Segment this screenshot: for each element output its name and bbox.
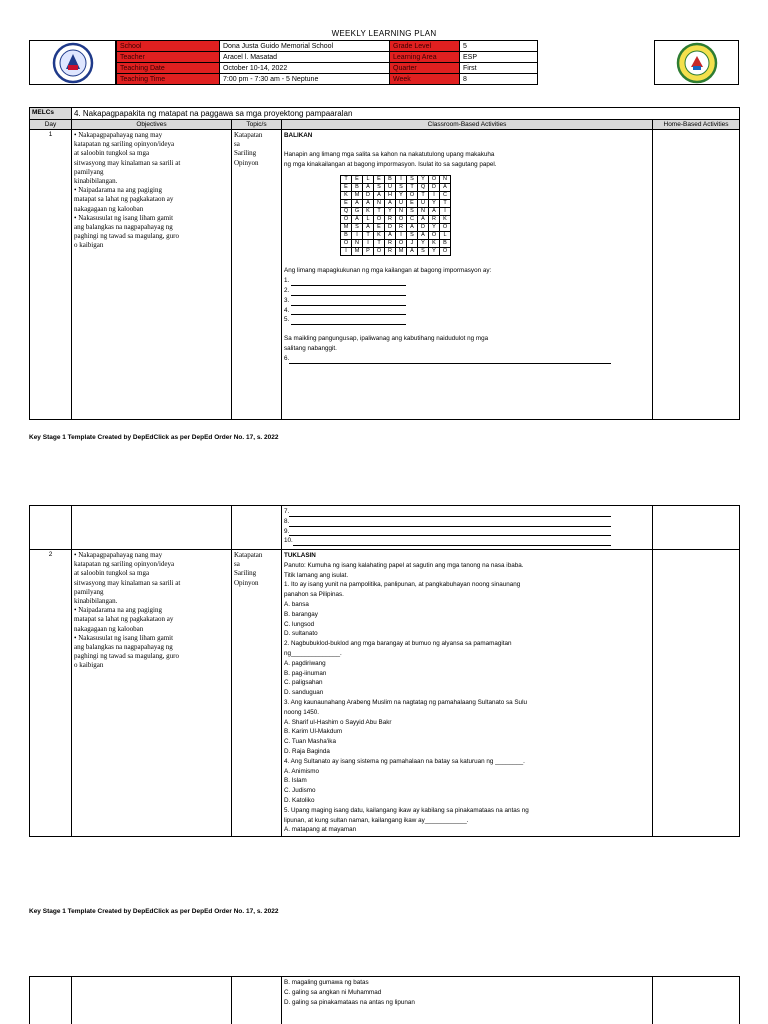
quiz-line: Panuto: Kumuha ng isang kalahating papel at sagutin ang mga tanong na nasa ibaba. [284, 561, 524, 569]
word-search-cell: T [341, 176, 352, 184]
activity-heading: TUKLASIN [284, 552, 316, 559]
header-label: School [117, 41, 220, 52]
quiz-line: Titik lamang ang isulat. [284, 571, 349, 579]
word-search-cell: Y [429, 200, 440, 208]
word-search-cell: E [341, 184, 352, 192]
word-search-cell: A [385, 200, 396, 208]
answer-blank[interactable] [293, 545, 611, 546]
day-number: 1 [30, 130, 72, 420]
word-search-cell: S [374, 184, 385, 192]
word-search-row [341, 224, 451, 232]
word-search-cell: U [385, 184, 396, 192]
objective-line: pamilyang [74, 587, 104, 596]
word-search-row [341, 184, 451, 192]
word-search-cell: T [407, 184, 418, 192]
home-activities-cell [653, 130, 740, 420]
word-search-cell: I [440, 208, 451, 216]
word-search-cell: A [374, 192, 385, 200]
word-search-cell: O [341, 216, 352, 224]
word-search-cell: T [363, 232, 374, 240]
word-search-cell: K [363, 208, 374, 216]
classroom-activities-cell [282, 506, 653, 550]
word-search-cell: B [385, 176, 396, 184]
word-search-cell: A [385, 232, 396, 240]
word-search-cell: A [363, 184, 374, 192]
objective-line: paghingi ng tawad sa magulang, guro [74, 652, 179, 661]
objective-line: paghingi ng tawad sa magulang, guro [74, 232, 179, 241]
objective-line: at saloobin tungkol sa mga [74, 149, 150, 158]
objectives-cell [72, 130, 232, 420]
explain-line: Sa maikling pangungusap, ipaliwanag ang kabutihang naidudulot ng mga [284, 335, 489, 343]
word-search-cell: E [407, 200, 418, 208]
word-search-cell: E [341, 200, 352, 208]
activity-heading: BALIKAN [284, 132, 313, 139]
word-search-cell: E [374, 176, 385, 184]
topic-cell [232, 977, 282, 1024]
word-search-cell: O [396, 240, 407, 248]
header-row [117, 74, 538, 85]
objective-line: katapatan ng sariling opinyon/ideya [74, 560, 175, 569]
quiz-line: C. Tuan Masha'ika [284, 738, 336, 746]
word-search-cell: K [374, 232, 385, 240]
answer-line: 1. [284, 276, 650, 286]
answer-blank[interactable] [289, 363, 611, 364]
quiz-line: A. bansa [284, 600, 309, 608]
header-value: 5 [460, 41, 538, 52]
instruction-line: Hanapin ang limang mga salita sa kahon na nakatutulong upang makakuha [284, 150, 495, 158]
header-value: 7:00 pm - 7:30 am - 5 Neptune [220, 74, 390, 85]
word-search-cell: G [352, 208, 363, 216]
answer-line: 6. [284, 354, 650, 364]
word-search-cell: P [363, 248, 374, 256]
word-search-cell: O [429, 232, 440, 240]
objective-line: katapatan ng sariling opinyon/ideya [74, 140, 175, 149]
word-search-cell: Q [341, 208, 352, 216]
quiz-line: B. barangay [284, 610, 318, 618]
school-seal-icon [655, 41, 740, 86]
quiz-line: B. Karim Ul-Makdum [284, 728, 343, 736]
melc-row [30, 108, 740, 120]
objective-line: ang balangkas na nagpapahayag ng [74, 643, 173, 652]
word-search-cell: L [363, 176, 374, 184]
col-header-day: Day [30, 120, 72, 130]
objective-line: o kaibigan [74, 661, 104, 670]
word-search-cell: D [429, 184, 440, 192]
quiz-line: ng______________. [284, 649, 342, 657]
word-search-row [341, 240, 451, 248]
word-search-cell: H [385, 192, 396, 200]
quiz-line: D. sanduguan [284, 689, 324, 697]
quiz-line: 4. Ang Sultanato ay isang sistema ng pamahalaan na batay sa katuruan ng ________. [284, 757, 525, 765]
quiz-line: 5. Upang maging isang datu, kailangang ikaw ay kabilang sa pinakamataas na antas ng [284, 806, 529, 814]
word-search-cell: B [440, 240, 451, 248]
day-2-row [30, 550, 740, 837]
word-search-cell: K [440, 216, 451, 224]
topic-line: Opinyon [234, 158, 259, 167]
word-search-cell: M [352, 192, 363, 200]
header-info-table [116, 40, 538, 85]
plan-table-page-1 [29, 107, 740, 420]
word-search-cell: I [429, 192, 440, 200]
word-search-cell: E [352, 176, 363, 184]
word-search-cell: A [418, 232, 429, 240]
header-label: Grade Level [390, 41, 460, 52]
word-search-cell: U [396, 200, 407, 208]
word-search-cell: L [440, 232, 451, 240]
choice-line: C. galing sa angkan ni Muhammad [284, 988, 382, 996]
word-search-cell: M [341, 224, 352, 232]
word-search-cell: O [429, 176, 440, 184]
objective-line: nakagagaan ng kalooban [74, 204, 144, 213]
col-header-topics: Topic/s [232, 120, 282, 130]
objective-line: • Nakasusulat ng isang liham gamit [74, 213, 174, 222]
objective-line: nakagagaan ng kalooban [74, 624, 144, 633]
home-activities-cell [653, 977, 740, 1024]
word-search-cell: T [418, 192, 429, 200]
topic-line: Katapatan [234, 131, 263, 139]
word-search-cell: A [407, 248, 418, 256]
word-search-cell: I [352, 232, 363, 240]
word-search-cell: N [352, 240, 363, 248]
objective-line: • Naipadarama na ang pagiging [74, 186, 162, 195]
answer-line: 8. [284, 517, 650, 527]
word-search-cell: R [385, 240, 396, 248]
choice-line: B. magaling gumawa ng batas [284, 979, 369, 986]
word-search-cell: T [374, 208, 385, 216]
word-search-cell: S [407, 176, 418, 184]
footer-note: Key Stage 1 Template Created by DepEdClick as per DepEd Order No. 17, s. 2022 [29, 908, 279, 915]
melc-label: MELCs [30, 108, 72, 120]
answer-blank[interactable] [291, 324, 406, 325]
objectives-cell [72, 977, 232, 1024]
instruction-line: ng mga kinakailangan at bagong impormasyon. Isulat ito sa sagutang papel. [284, 160, 497, 168]
word-search-cell: M [396, 248, 407, 256]
school-logo-box [654, 40, 739, 85]
header-label: Quarter [390, 63, 460, 74]
word-search-cell: Y [429, 224, 440, 232]
word-search-row [341, 200, 451, 208]
melc-text: 4. Nakapagpapakita ng matapat na paggawa sa mga proyektong pampaaralan [72, 108, 740, 120]
day-cell [30, 977, 72, 1024]
word-search-cell: N [396, 208, 407, 216]
header-value: Aracel l. Masatad [220, 52, 390, 63]
word-search-cell: Y [418, 240, 429, 248]
header-value: First [460, 63, 538, 74]
quiz-line: D. sultanato [284, 630, 318, 638]
word-search-cell: D [418, 224, 429, 232]
word-search-cell: D [363, 192, 374, 200]
objective-line: at saloobin tungkol sa mga [74, 569, 150, 578]
objective-line: • Nakapagpapahayag nang may [74, 131, 163, 139]
word-search-cell: I [363, 240, 374, 248]
word-search-cell: R [385, 216, 396, 224]
word-search-row [341, 176, 451, 184]
objective-line: kinabibilangan. [74, 177, 118, 186]
word-search-cell: A [418, 216, 429, 224]
answer-line: 9. [284, 527, 650, 537]
word-search-cell: Y [396, 192, 407, 200]
col-header-classroom: Classroom-Based Activities [282, 120, 653, 130]
word-search-cell: O [374, 216, 385, 224]
day-2-continued-row [30, 977, 740, 1024]
objectives-cell [72, 550, 232, 837]
word-search-cell: N [418, 208, 429, 216]
header-row [117, 41, 538, 52]
word-search-cell: O [396, 216, 407, 224]
objective-line: • Nakasusulat ng isang liham gamit [74, 633, 174, 642]
word-search-cell: A [429, 208, 440, 216]
word-search-cell: N [440, 176, 451, 184]
word-search-cell: A [440, 184, 451, 192]
header-row [117, 52, 538, 63]
page-title: WEEKLY LEARNING PLAN [331, 29, 437, 38]
word-search-cell: T [440, 200, 451, 208]
answer-line: 3. [284, 296, 650, 306]
header-label: Week [390, 74, 460, 85]
topic-line: sa [234, 140, 240, 149]
quiz-line: A. pagdiriwang [284, 659, 326, 667]
objective-line: kinabibilangan. [74, 597, 118, 606]
topic-cell [232, 550, 282, 837]
objective-line: ang balangkas na nagpapahayag ng [74, 223, 173, 232]
word-search-row [341, 208, 451, 216]
topic-line: sa [234, 560, 240, 569]
word-search-cell: S [407, 208, 418, 216]
answer-line: 2. [284, 286, 650, 296]
quiz-line: noong 1450. [284, 708, 320, 716]
objective-line: sitwasyong may kinalaman sa sarili at [74, 158, 181, 167]
header-label: Teaching Date [117, 63, 220, 74]
quiz-line: 2. Nagbubuklod-buklod ang mga barangay at bumuo ng alyansa sa pamamagitan [284, 640, 512, 648]
quiz-line: C. lungsod [284, 620, 315, 628]
quiz-line: C. paligsahan [284, 679, 323, 687]
col-header-objectives: Objectives [72, 120, 232, 130]
word-search-cell: L [363, 216, 374, 224]
col-header-home: Home-Based Activities [653, 120, 740, 130]
classroom-activities-cell [282, 130, 653, 420]
word-search-row [341, 216, 451, 224]
quiz-line: lipunan, at kung sultan naman, kailangang ikaw ay____________. [284, 816, 469, 824]
topic-cell [232, 506, 282, 550]
word-search-cell: Y [385, 208, 396, 216]
day-1-continued-row [30, 506, 740, 550]
answer-line: 5. [284, 315, 650, 325]
answers-intro: Ang limang mapagkukunan ng mga kailangan at bagong impormasyon ay: [284, 267, 492, 275]
word-search-cell: S [396, 184, 407, 192]
word-search-cell: N [374, 200, 385, 208]
home-activities-cell [653, 550, 740, 837]
deped-seal-icon [30, 41, 117, 86]
classroom-activities-cell [282, 977, 653, 1024]
word-search-cell: O [440, 224, 451, 232]
word-search-row [341, 232, 451, 240]
quiz-line: B. Islam [284, 777, 307, 785]
quiz-line: C. Judismo [284, 787, 316, 795]
plan-table-page-2 [29, 505, 740, 837]
word-search-cell: A [352, 216, 363, 224]
word-search-cell: S [352, 224, 363, 232]
header-row [117, 63, 538, 74]
word-search-cell: I [396, 232, 407, 240]
word-search-cell: D [385, 224, 396, 232]
word-search-cell: A [363, 200, 374, 208]
quiz-line: D. Katoliko [284, 796, 315, 804]
answer-line: 7. [284, 507, 650, 517]
word-search-cell: O [440, 248, 451, 256]
word-search-cell: Q [418, 184, 429, 192]
objective-line: sitwasyong may kinalaman sa sarili at [74, 578, 181, 587]
word-search-cell: I [341, 248, 352, 256]
header-value: 8 [460, 74, 538, 85]
word-search-cell: E [374, 224, 385, 232]
word-search-cell: T [374, 240, 385, 248]
objectives-cell [72, 506, 232, 550]
word-search-cell: U [418, 200, 429, 208]
word-search-cell: R [429, 216, 440, 224]
home-activities-cell [653, 506, 740, 550]
quiz-line: 3. Ang kaunaunahang Arabeng Muslim na nagtatag ng pamahalaang Sultanato sa Sulu [284, 698, 527, 706]
word-search-cell: I [396, 176, 407, 184]
word-search-cell: O [407, 192, 418, 200]
topic-line: Katapatan [234, 551, 263, 559]
quiz-line: B. pag-iinuman [284, 669, 327, 677]
word-search-row [341, 248, 451, 256]
word-search-cell: K [429, 240, 440, 248]
word-search-grid [340, 175, 451, 256]
answer-line: 10. [284, 536, 650, 546]
word-search-cell: S [418, 248, 429, 256]
word-search-cell: M [352, 248, 363, 256]
word-search-row [341, 192, 451, 200]
footer-note: Key Stage 1 Template Created by DepEdClick as per DepEd Order No. 17, s. 2022 [29, 434, 279, 441]
day-1-row [30, 130, 740, 420]
objective-line: • Nakapagpapahayag nang may [74, 551, 163, 559]
day-cell [30, 506, 72, 550]
quiz-line: D. Raja Baginda [284, 747, 330, 755]
header-value: Dona Justa Guido Memorial School [220, 41, 390, 52]
word-search-cell: O [374, 248, 385, 256]
answer-line: 4. [284, 306, 650, 316]
word-search-cell: J [407, 240, 418, 248]
word-search-cell: A [407, 224, 418, 232]
column-header-row [30, 120, 740, 130]
quiz-line: 1. Ito ay isang yunit na pampolitika, panlipunan, at pangkabuhayan noong sinaunang [284, 581, 521, 589]
deped-logo-box [29, 40, 116, 85]
header-label: Teacher [117, 52, 220, 63]
word-search-cell: K [341, 192, 352, 200]
objective-line: • Naipadarama na ang pagiging [74, 606, 162, 615]
header-value: October 10-14, 2022 [220, 63, 390, 74]
word-search-cell: Y [429, 248, 440, 256]
word-search-cell: R [396, 224, 407, 232]
header-value: ESP [460, 52, 538, 63]
word-search-cell: R [385, 248, 396, 256]
word-search-cell: C [440, 192, 451, 200]
topic-line: Sariling [234, 569, 257, 578]
topic-line: Sariling [234, 149, 257, 158]
word-search-cell: B [352, 184, 363, 192]
objective-line: matapat sa lahat ng pagkakataon ay [74, 195, 174, 204]
word-search-cell: B [341, 232, 352, 240]
objective-line: o kaibigan [74, 241, 104, 250]
objective-line: pamilyang [74, 167, 104, 176]
quiz-line: panahon sa Pilipinas. [284, 591, 344, 599]
objective-line: matapat sa lahat ng pagkakataon ay [74, 615, 174, 624]
word-search-cell: A [363, 224, 374, 232]
header-label: Teaching Time [117, 74, 220, 85]
quiz-line: A. Animismo [284, 767, 319, 775]
word-search-cell: S [407, 232, 418, 240]
classroom-activities-cell [282, 550, 653, 837]
explain-line: salitang nabanggit. [284, 344, 337, 352]
topic-line: Opinyon [234, 578, 259, 587]
word-search-cell: C [407, 216, 418, 224]
word-search-cell: A [352, 200, 363, 208]
plan-table-page-3 [29, 976, 740, 1024]
choice-line: D. galing sa pinakamataas na antas ng lipunan [284, 998, 415, 1006]
quiz-line: A. Sharif ul-Hashim o Sayyid Abu Bakr [284, 718, 392, 726]
word-search-cell: Y [418, 176, 429, 184]
day-number: 2 [30, 550, 72, 837]
word-search-cell: O [341, 240, 352, 248]
topic-cell [232, 130, 282, 420]
header-label: Learning Area [390, 52, 460, 63]
quiz-line: A. matapang at mayaman [284, 826, 357, 834]
